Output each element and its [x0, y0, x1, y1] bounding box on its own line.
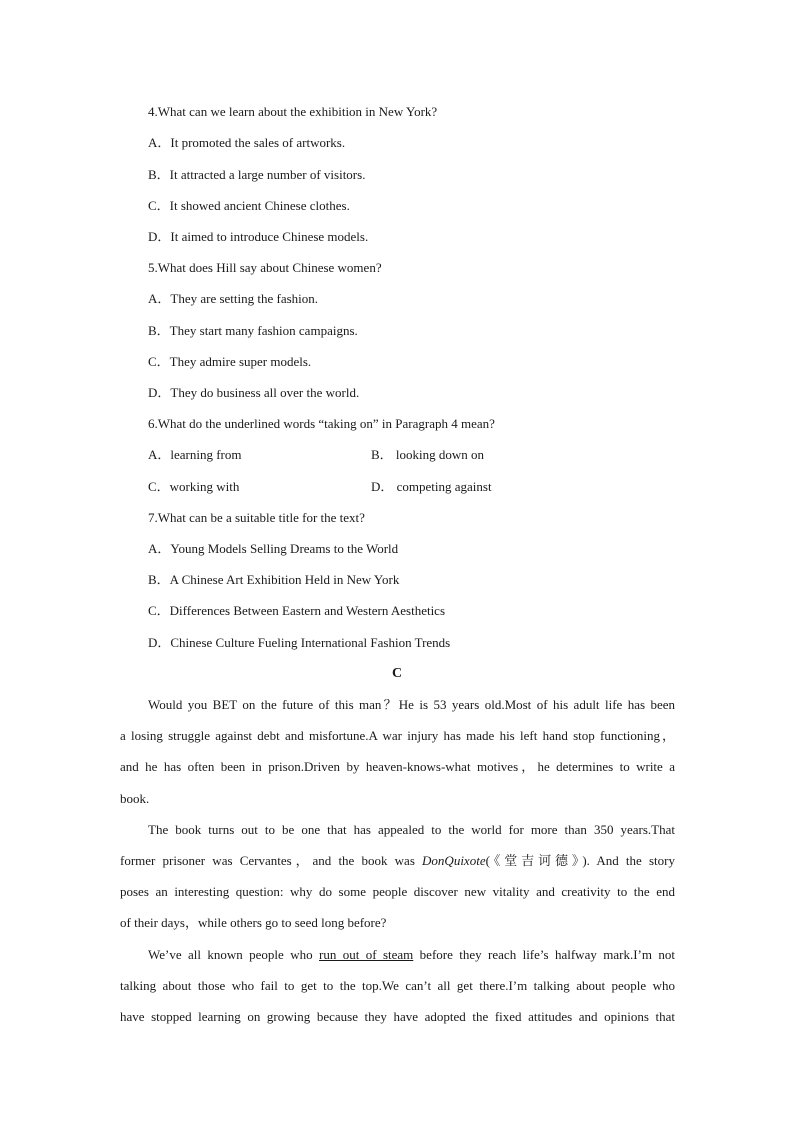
- passage-p1-line-4: book.: [120, 791, 150, 806]
- question-6-option-d: D． competing against: [371, 479, 492, 494]
- question-6-option-b: B． looking down on: [371, 447, 485, 462]
- question-4-option-a: A．It promoted the sales of artworks.: [148, 135, 346, 150]
- passage-p3-line-1: [148, 947, 675, 963]
- passage-p3-text: We’ve all known people who: [148, 947, 319, 962]
- question-7-option-a: A．Young Models Selling Dreams to the World: [148, 541, 399, 556]
- question-5-option-d: D．They do business all over the world.: [148, 385, 360, 400]
- passage-p1-line-3: and he has often been in prison.Driven by heaven-knows-what motives，he determines to write a: [120, 759, 675, 774]
- passage-p2-line-2: [120, 853, 675, 869]
- passage-p2-line-4: of their days，while others go to seed long before?: [120, 915, 387, 930]
- passage-p3-line-3: have stopped learning on growing because they have adopted the fixed attitudes and opinions that: [120, 1009, 675, 1024]
- passage-p2-text-chinese-title: (《堂吉诃德》). And the story: [485, 853, 675, 868]
- section-title: C: [391, 666, 403, 681]
- underlined-phrase: run out of steam: [319, 947, 414, 962]
- book-title-italic: DonQuixote: [422, 853, 486, 868]
- question-5-stem: 5.What does Hill say about Chinese women?: [148, 260, 382, 275]
- question-5-option-a: A．They are setting the fashion.: [148, 291, 319, 306]
- question-6-stem: 6.What do the underlined words “taking on” in Paragraph 4 mean?: [148, 416, 495, 431]
- question-4-option-c: C．It showed ancient Chinese clothes.: [148, 198, 350, 213]
- question-7-stem: 7.What can be a suitable title for the text?: [148, 510, 365, 525]
- question-6-option-a: A．learning from: [148, 447, 242, 462]
- passage-p2-line-3: poses an interesting question: why do some people discover new vitality and creativity to the end: [120, 884, 675, 899]
- question-5-option-c: C．They admire super models.: [148, 354, 312, 369]
- passage-p3-line-2: talking about those who fail to get to the top.We can’t all get there.I’m talking about people who: [120, 978, 675, 993]
- question-7-option-d: D．Chinese Culture Fueling International Fashion Trends: [148, 635, 451, 650]
- passage-p2-line-1: The book turns out to be one that has appealed to the world for more than 350 years.That: [148, 822, 675, 837]
- question-4-option-b: B．It attracted a large number of visitors.: [148, 167, 366, 182]
- question-4-option-d: D．It aimed to introduce Chinese models.: [148, 229, 369, 244]
- passage-p2-text: former prisoner was Cervantes，and the book was: [120, 853, 423, 868]
- passage-p1-line-2: a losing struggle against debt and misfortune.A war injury has made his left hand stop functioning，: [120, 728, 675, 743]
- passage-p1-line-1: Would you BET on the future of this man？He is 53 years old.Most of his adult life has been: [148, 697, 675, 712]
- question-6-option-c: C．working with: [148, 479, 240, 494]
- question-7-option-c: C．Differences Between Eastern and Western Aesthetics: [148, 603, 446, 618]
- question-5-option-b: B．They start many fashion campaigns.: [148, 323, 358, 338]
- passage-p3-text-cont: before they reach life’s halfway mark.I’m not: [413, 947, 675, 962]
- question-7-option-b: B．A Chinese Art Exhibition Held in New York: [148, 572, 400, 587]
- question-4-stem: 4.What can we learn about the exhibition in New York?: [148, 104, 438, 119]
